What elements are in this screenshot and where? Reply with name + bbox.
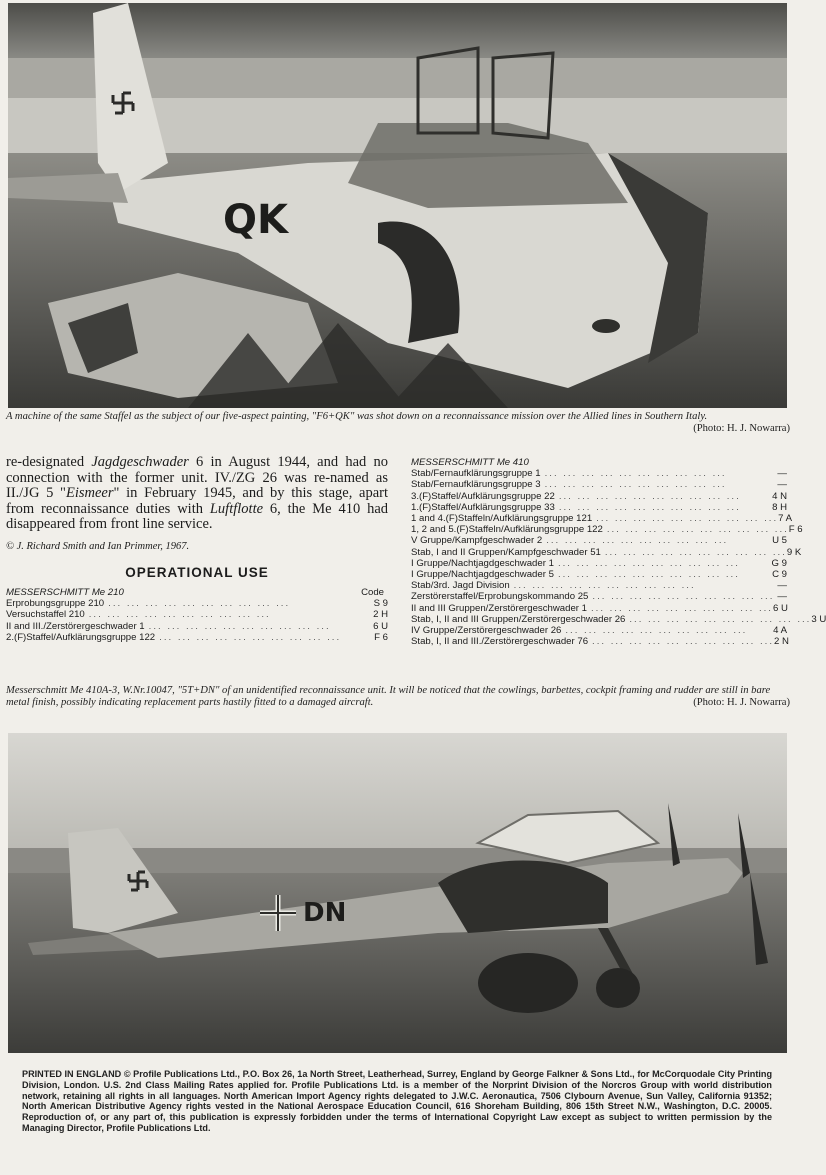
unit-code: 2 H [373, 609, 388, 621]
fuselage-code-text: DN [303, 898, 347, 928]
unit-name: 1, 2 and 5.(F)Staffeln/Aufklärungsgruppe 122 [411, 524, 603, 536]
unit-code: F 6 [374, 631, 388, 643]
photo-caption-1 [6, 411, 790, 434]
table-row [411, 569, 787, 580]
leader-dots: ... ... ... ... ... ... ... ... ... ... [88, 609, 271, 621]
table-row [411, 558, 787, 569]
leader-dots: ... ... ... ... ... ... ... ... ... ... [546, 535, 729, 547]
right-column [411, 457, 826, 648]
unit-name: Erprobungsgruppe 210 [6, 598, 105, 610]
unit-name: 1 and 4.(F)Staffeln/Aufklärungsgruppe 121 [411, 513, 593, 525]
unit-name: Zerstörerstaffel/Erprobungskommando 25 [411, 591, 589, 603]
imprint-text: PRINTED IN ENGLAND © Profile Publications Ltd., P.O. Box 26, 1a North Street, Leatherhead, Surrey, England by George Falkner & Sons Ltd., for McCorquodale City Printing Division, London. U.S. 2nd Class Mailing Rates applied for. Profile Publications Ltd. is a member of the Norprint Division of the Norcros Group with world distribution network, retaining all rights in all languages. North American Import Agency rights delegated to J.W.C. Aeronautica, 7506 Clybourn Avenue, Sun Valley, California 91352; North American Distributive Agency rights vested in the National Aerospace Education Council, 616 Shoreham Building, 806 15th Street N.W., Washington, D.C. 20005. Reproduction of, or any part of, this publication is expressly forbidden under the terms of International Copyright Law except as subject to written permission by the Managing Director, Profile Publications Ltd. [22, 1069, 772, 1133]
table-row [6, 632, 388, 643]
unit-code: S 9 [373, 598, 388, 610]
photo-me410-on-airfield [8, 733, 787, 1053]
table-row [411, 636, 787, 647]
leader-dots: ... ... ... ... ... ... ... ... ... ... [592, 591, 775, 603]
unit-name: V Gruppe/Kampfgeschwader 2 [411, 535, 543, 547]
unit-code: 2 N [774, 636, 789, 648]
leader-dots: ... ... ... ... ... ... ... ... ... ... [558, 501, 741, 513]
unit-name: Stab, I, II and III./Zerstörergeschwader 76 [411, 636, 589, 648]
table-row [411, 591, 787, 602]
photo-crashed-aircraft-image [8, 3, 787, 408]
caption-text: A machine of the same Staffel as the subject of our five-aspect painting, "F6+QK" was shot down on a reconnaissance mission over the Allied lines in Southern Italy. [6, 411, 708, 422]
unit-name: II and III./Zerstörergeschwader 1 [6, 620, 145, 632]
table-title: MESSERSCHMITT Me 410 [411, 457, 529, 468]
leader-dots: ... ... ... ... ... ... ... ... ... ... [557, 557, 740, 569]
unit-code: 9 K [786, 546, 802, 558]
unit-code: — [777, 580, 787, 592]
leader-dots: ... ... ... ... ... ... ... ... ... ... [629, 613, 812, 625]
table-row [411, 625, 787, 636]
unit-name: 2.(F)Staffel/Aufklärungsgruppe 122 [6, 631, 156, 643]
unit-code: 6 U [373, 620, 388, 632]
left-column [6, 455, 388, 643]
unit-code: 4 N [772, 490, 787, 502]
unit-name: I Gruppe/Nachtjagdgeschwader 1 [411, 557, 554, 569]
copyright-line: © J. Richard Smith and Ian Primmer, 1967. [6, 540, 190, 552]
leader-dots: ... ... ... ... ... ... ... ... ... ... [159, 631, 342, 643]
unit-code: G 9 [771, 557, 787, 569]
table-row [411, 491, 787, 502]
table-row [411, 580, 787, 591]
photo-credit: (Photo: H. J. Nowarra) [693, 696, 790, 708]
photo-crashed-aircraft [8, 3, 787, 408]
unit-code: 4 A [773, 625, 787, 637]
photo-caption-2 [6, 685, 790, 708]
unit-code: — [777, 591, 787, 603]
leader-dots: ... ... ... ... ... ... ... ... ... ... [544, 479, 727, 491]
unit-name: Stab/Fernaufklärungsgruppe 1 [411, 468, 541, 480]
unit-code: 7 A [778, 513, 792, 525]
table-row [411, 479, 787, 490]
table-row [411, 613, 826, 625]
leader-dots: ... ... ... ... ... ... ... ... ... ... [596, 513, 779, 525]
table-row [411, 502, 787, 513]
table-row [411, 603, 787, 614]
me410-table [411, 457, 826, 648]
leader-dots: ... ... ... ... ... ... ... ... ... ... [544, 468, 727, 480]
leader-dots: ... ... ... ... ... ... ... ... ... ... [606, 524, 789, 536]
leader-dots: ... ... ... ... ... ... ... ... ... ... [604, 546, 787, 558]
leader-dots: ... ... ... ... ... ... ... ... ... ... [108, 598, 291, 610]
unit-name: Stab/3rd. Jagd Division [411, 580, 510, 592]
table-title: MESSERSCHMITT Me 210 [6, 586, 124, 598]
photo-me410-image [8, 733, 787, 1053]
fuselage-code-text: QK [223, 197, 288, 243]
unit-code: U 5 [772, 535, 787, 547]
table-row [411, 546, 802, 558]
table-row [411, 524, 803, 536]
unit-name: I Gruppe/Nachtjagdgeschwader 5 [411, 569, 554, 581]
unit-code: 6 U [772, 602, 788, 614]
leader-dots: ... ... ... ... ... ... ... ... ... ... [565, 625, 748, 637]
leader-dots: ... ... ... ... ... ... ... ... ... ... [590, 602, 773, 614]
unit-code: F 6 [788, 524, 803, 536]
unit-code: 8 H [772, 501, 787, 513]
unit-code: 3 U [811, 613, 826, 625]
me210-table [6, 587, 388, 643]
leader-dots: ... ... ... ... ... ... ... ... ... ... [513, 580, 696, 592]
leader-dots: ... ... ... ... ... ... ... ... ... ... [558, 490, 741, 502]
body-paragraph: re-designated Jagdgeschwader 6 in August 1944, and had no connection with the former unit. IV./ZG 26 was re-named as II./JG 5 "Eismeer" in February 1945, and by this stage, apart from reconnaissance duties with Luftflotte 6, the Me 410 had disappeared from front line service. [6, 454, 389, 533]
unit-name: Stab/Fernaufklärungsgruppe 3 [411, 479, 541, 491]
table-row [411, 535, 787, 546]
unit-code: C 9 [772, 569, 787, 581]
unit-name: Versuchstaffel 210 [6, 609, 85, 621]
unit-name: IV Gruppe/Zerstörergeschwader 26 [411, 625, 562, 637]
section-heading: OPERATIONAL USE [125, 564, 269, 580]
unit-name: Stab, I and II Gruppen/Kampfgeschwader 51 [411, 546, 601, 558]
table-row [6, 598, 388, 609]
table-header [411, 457, 787, 468]
unit-code: — [777, 468, 787, 480]
caption-text: Messerschmitt Me 410A-3, W.Nr.10047, "5T+DN" of an unidentified reconnaissance unit. It will be noticed that the cowlings, barbettes, cockpit framing and rudder are still in bare metal finish, possibly indicating replacement parts hastily fitted to a damaged aircraft. [6, 685, 771, 708]
leader-dots: ... ... ... ... ... ... ... ... ... ... [148, 620, 331, 632]
unit-name: 3.(F)Staffel/Aufklärungsgruppe 22 [411, 490, 555, 502]
leader-dots: ... ... ... ... ... ... ... ... ... ... [592, 636, 774, 648]
table-header [6, 587, 388, 598]
table-row [6, 621, 388, 632]
table-row [411, 513, 792, 525]
unit-name: Stab, I, II and III Gruppen/Zerstörergeschwader 26 [411, 613, 626, 625]
code-column-header: Code [361, 586, 384, 598]
table-row [411, 468, 787, 479]
unit-name: II and III Gruppen/Zerstörergeschwader 1 [411, 602, 587, 614]
table-row [6, 609, 388, 620]
unit-code: — [777, 479, 787, 491]
unit-name: 1.(F)Staffel/Aufklärungsgruppe 33 [411, 501, 555, 513]
photo-credit: (Photo: H. J. Nowarra) [693, 422, 790, 434]
leader-dots: ... ... ... ... ... ... ... ... ... ... [557, 569, 740, 581]
